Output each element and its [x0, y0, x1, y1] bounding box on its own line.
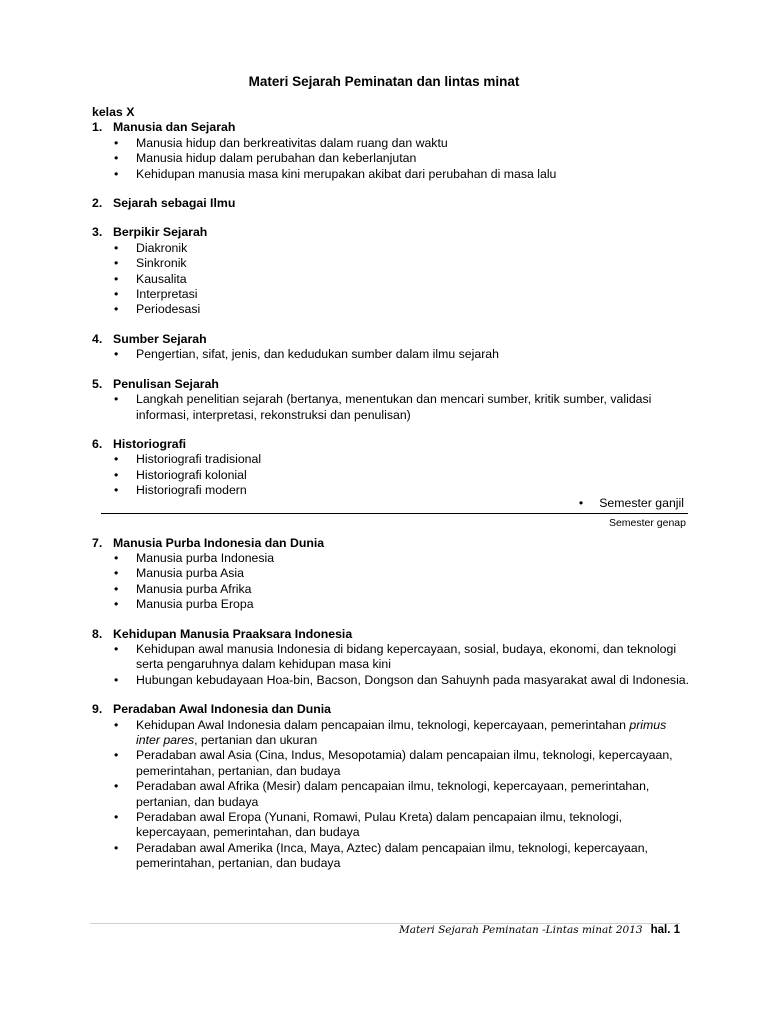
sections-semester-ganjil [92, 120, 692, 498]
section-heading [92, 120, 692, 135]
list-item-text: Manusia hidup dan berkreativitas dalam ruang dan waktu [136, 135, 448, 150]
bullet-icon: • [114, 135, 119, 150]
bullet-icon: • [114, 467, 119, 482]
bullet-icon: • [114, 166, 119, 181]
list-item-text: Manusia purba Afrika [136, 581, 252, 596]
list-item-text: Peradaban awal Afrika (Mesir) dalam pencapaian ilmu, teknologi, kepercayaan, pemerintahan, pertanian, dan budaya [136, 779, 650, 809]
bullet-icon: • [114, 550, 119, 565]
section-4 [92, 332, 692, 363]
bullet-icon: • [114, 581, 119, 596]
list-item-text: Diakronik [136, 240, 188, 255]
section-number: 1. [92, 120, 103, 135]
list-item-text: Historiografi tradisional [136, 452, 262, 467]
section-heading [92, 536, 692, 551]
section-title: Manusia Purba Indonesia dan Dunia [113, 535, 325, 550]
bullet-icon: • [114, 302, 119, 317]
section-7 [92, 536, 692, 613]
section-3 [92, 225, 692, 317]
section-heading [92, 225, 692, 240]
section-number: 6. [92, 436, 103, 451]
list-item [92, 551, 692, 566]
document-body [92, 105, 692, 872]
section-number: 7. [92, 535, 103, 550]
bullet-icon: • [114, 287, 119, 302]
bullet-icon: • [114, 271, 119, 286]
section-title: Sejarah sebagai Ilmu [113, 196, 236, 211]
section-heading [92, 437, 692, 452]
list-item [92, 841, 692, 872]
list-item-text: Manusia purba Eropa [136, 597, 254, 612]
bullet-icon: • [114, 256, 119, 271]
bullet-icon: • [114, 392, 119, 407]
list-item [92, 810, 692, 841]
section-list [92, 136, 692, 182]
section-number: 3. [92, 225, 103, 240]
list-item-text: Peradaban awal Eropa (Yunani, Romawi, Pulau Kreta) dalam pencapaian ilmu, teknologi, kepercayaan, pemerintahan, dan budaya [136, 810, 623, 840]
divider-line [101, 513, 688, 514]
list-item [92, 748, 692, 779]
section-number: 9. [92, 702, 103, 717]
section-title: Sumber Sejarah [113, 331, 207, 346]
list-item-text: Peradaban awal Amerika (Inca, Maya, Aztec) dalam pencapaian ilmu, teknologi, kepercayaan, pemerintahan, pertanian, dan budaya [136, 840, 648, 871]
semester-ganjil-label: • Semester ganjil [578, 495, 684, 510]
list-item [92, 642, 692, 673]
list-item-text: Manusia purba Indonesia [136, 550, 275, 565]
list-item [92, 392, 692, 423]
page-number: hal. 1 [650, 924, 680, 936]
bullet-icon: • [114, 717, 119, 732]
section-list [92, 748, 692, 871]
list-item-text: Historiografi kolonial [136, 467, 247, 482]
list-item [92, 136, 692, 151]
footer-text: Materi Sejarah Peminatan -Lintas minat 2013 [398, 924, 643, 936]
section-heading [92, 377, 692, 392]
bullet-icon: • [114, 672, 119, 687]
list-item-text: Manusia purba Asia [136, 566, 245, 581]
bullet-icon: • [114, 452, 119, 467]
section-9 [92, 702, 692, 871]
list-item-text: Hubungan kebudayaan Hoa-bin, Bacson, Dongson dan Sahuynh pada masyarakat awal di Indonesia. [136, 672, 690, 687]
section-list [92, 241, 692, 318]
list-item [92, 779, 692, 810]
section-number: 4. [92, 331, 103, 346]
list-item [92, 256, 692, 271]
section-number: 5. [92, 376, 103, 391]
list-item [92, 167, 692, 182]
section-title: Kehidupan Manusia Praaksara Indonesia [113, 626, 353, 641]
section-5 [92, 377, 692, 423]
section-title: Peradaban Awal Indonesia dan Dunia [113, 702, 331, 717]
section-list [92, 452, 692, 498]
section-title: Penulisan Sejarah [113, 376, 219, 391]
section-list [92, 347, 692, 362]
list-item [92, 241, 692, 256]
semester-genap-label: Semester genap [608, 516, 686, 529]
document-title: Materi Sejarah Peminatan dan lintas minat [248, 74, 520, 89]
bullet-icon: • [114, 840, 119, 855]
section-list [92, 642, 692, 688]
bullet-icon: • [114, 347, 119, 362]
list-item-text: Pengertian, sifat, jenis, dan kedudukan sumber dalam ilmu sejarah [136, 347, 499, 362]
bullet-icon: • [114, 483, 119, 498]
list-item [92, 287, 692, 302]
list-item-text: Manusia hidup dalam perubahan dan keberlanjutan [136, 151, 417, 166]
page-footer [399, 924, 680, 936]
section-list [92, 551, 692, 613]
list-item-text: Interpretasi [136, 287, 198, 302]
list-item [92, 673, 692, 688]
list-item-text: Kehidupan awal manusia Indonesia di bidang kepercayaan, sosial, budaya, ekonomi, dan teknologi serta pengaruhnya dalam kehidupan masa kini [136, 641, 677, 672]
list-item [92, 302, 692, 317]
bullet-icon: • [114, 779, 119, 794]
section-2 [92, 196, 692, 211]
bullet-icon: • [114, 566, 119, 581]
list-item [92, 151, 692, 166]
bullet-icon: • [114, 597, 119, 612]
section-title: Berpikir Sejarah [113, 225, 208, 240]
bullet-icon: • [114, 641, 119, 656]
section-heading [92, 702, 692, 717]
list-item-text: Peradaban awal Asia (Cina, Indus, Mesopotamia) dalam pencapaian ilmu, teknologi, kepercayaan, pemerintahan, pertanian, dan budaya [136, 748, 673, 778]
list-item-text: Kehidupan manusia masa kini merupakan akibat dari perubahan di masa lalu [136, 166, 557, 181]
list-item-text: Kausalita [136, 271, 187, 286]
list-item-text: Periodesasi [136, 302, 201, 317]
bullet-icon: • [578, 495, 584, 510]
class-label: kelas X [92, 105, 135, 119]
semester-divider [92, 495, 692, 536]
list-item [92, 566, 692, 581]
list-item: • Kehidupan Awal Indonesia dalam pencapaian ilmu, teknologi, kepercayaan, pemerintahan primus inter pares, pertanian dan ukuran [114, 717, 667, 747]
list-item [92, 597, 692, 612]
section-title: Historiografi [113, 436, 187, 451]
section-heading [92, 332, 692, 347]
section-list [92, 392, 692, 423]
list-item-text: Sinkronik [136, 256, 187, 271]
list-item [92, 452, 692, 467]
section-title: Manusia dan Sejarah [113, 120, 236, 135]
bullet-icon: • [114, 748, 119, 763]
section-1 [92, 120, 692, 182]
section-list [92, 718, 692, 749]
section-heading [92, 196, 692, 211]
section-heading [92, 627, 692, 642]
section-number: 2. [92, 196, 103, 211]
list-item [92, 347, 692, 362]
section-6 [92, 437, 692, 499]
section-8 [92, 627, 692, 689]
sections-semester-genap [92, 536, 692, 689]
bullet-icon: • [114, 240, 119, 255]
list-item [92, 272, 692, 287]
bullet-icon: • [114, 810, 119, 825]
list-item-text: Historiografi modern [136, 483, 247, 498]
bullet-icon: • [114, 151, 119, 166]
list-item [92, 582, 692, 597]
list-item [92, 468, 692, 483]
list-item-text: Langkah penelitian sejarah (bertanya, menentukan dan mencari sumber, kritik sumber, validasi informasi, interpretasi, rekonstruksi dan penulisan) [136, 392, 652, 422]
section-number: 8. [92, 626, 103, 641]
